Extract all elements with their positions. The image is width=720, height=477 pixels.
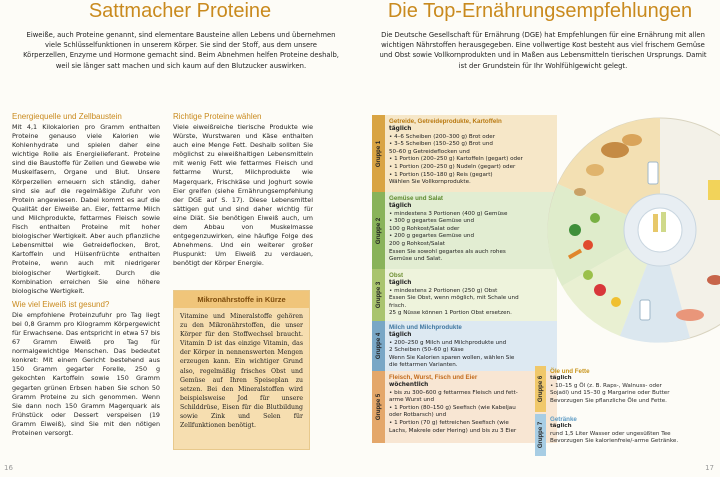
group-5-line: oder Rotbarsch) und [389, 412, 447, 419]
group-2-freq: täglich [389, 203, 412, 209]
group-6-line: Sojaöl) und 15–30 g Margarine oder Butter [550, 390, 670, 397]
group-5-line: arme Wurst und [389, 397, 435, 404]
group-3 [372, 269, 557, 321]
group-6 [535, 366, 715, 412]
group-1-line: • 1 Portion (200–250 g) Kartoffeln (gegart) oder [389, 156, 523, 163]
group-6-freq: täglich [550, 375, 572, 382]
box-text: Vitamine und Mineralstoffe gehören zu den Mikronährstoffen, die unser Körper für den Stoffwechsel braucht. Vitamin D ist das einzige Vitamin, das der Körper in nennenswerten Mengen erzeugen kann. Ein wichtiger Grund also, regelmäßig frisches Obst und Gemüse auf Ihren Speiseplan zu setzen. Bei den Mineralstoffen wird beispielsweise Jod für unsere Schilddrüse, Eisen für die Blutbildung sowie Zink und Selen für Zellfunktionen benötigt. [180, 313, 303, 430]
group-3-line: • mindestens 2 Portionen (250 g) Obst [389, 287, 498, 294]
group-2-line: 100 g Rohkost/Salat oder [389, 225, 460, 232]
right-page [360, 0, 720, 477]
group-7-title: Getränke [550, 416, 577, 423]
group-4-line: 2 Scheiben (50–60 g) Käse [389, 347, 464, 354]
column-2 [173, 112, 313, 273]
page-number-right: 17 [705, 464, 714, 472]
group-3-freq: täglich [389, 280, 412, 286]
group-2-title: Gemüse und Salat [389, 195, 443, 202]
group-3-tab: Gruppe 3 [375, 281, 382, 309]
group-5-freq: wöchentlich [389, 382, 429, 388]
group-7 [535, 414, 715, 456]
group-6-line: Bevorzugen Sie pflanzliche Öle und Fette. [550, 397, 667, 404]
group-5-line: • 1 Portion (80–150 g) Seefisch (wie Kabeljau [389, 404, 516, 411]
group-7-line: Bevorzugen Sie kalorienfreie/-arme Getränke. [550, 438, 679, 445]
group-2-line: Gemüse und Salat. [389, 256, 443, 263]
group-1-freq: täglich [389, 126, 412, 132]
text-energiequelle: Mit 4,1 Kilokalorien pro Gramm enthalten Proteine genauso viele Kalorien wie Kohlenhydrate und spielen daher eine wichtige Rolle als Energielieferant. Proteine sind die Baustoffe für Zellen und Gewebe wie Muskelfasern, Organe und Blut. Unsere Körperzellen erneuern sich ständig, daher sind sie auf die regelmäßige Zufuhr von Protein angewiesen. Dabei kommt es auf die Qualität der Eiweiße an. Eier, fettarme Milch und Milchprodukte, fettarmes Fleisch sowie Fisch enthalten Proteine mit hoher biologischer Wertigkeit. Aber auch pflanzliche Lebensmittel wie Getreideflocken, Brot, Kartoffeln und Hülsenfrüchte enthalten Proteine, wenn auch mit niedrigerer biologischer Wertigkeit. Durch die Kombination erreichen Sie eine höhere biologische Wertigkeit. [12, 123, 160, 295]
group-5-line: • bis zu 300–600 g fettarmes Fleisch und fett- [389, 389, 518, 396]
group-4-line: Wenn Sie Kalorien sparen wollen, wählen Sie [389, 354, 515, 361]
group-2-line: • 200 g gegartes Gemüse und [389, 233, 475, 240]
group-4-line: die fettarmen Varianten. [389, 362, 458, 369]
group-1-title: Getreide, Getreideprodukte, Kartoffeln [389, 118, 502, 125]
group-6-title: Öle und Fette [550, 368, 590, 375]
food-groups-list [372, 115, 557, 443]
group-1-line: • 4–6 Scheiben (200–300 g) Brot oder [389, 133, 495, 140]
column-1 [12, 112, 160, 442]
food-circle-icon [540, 110, 720, 370]
group-2 [372, 192, 557, 269]
page-title-left: Sattmacher Proteine [88, 0, 272, 22]
group-7-line: rund 1,5 Liter Wasser oder ungesüßten Tee [550, 430, 671, 437]
group-3-title: Obst [389, 272, 404, 279]
group-6-tab: Gruppe 6 [537, 375, 544, 403]
group-1-line: 50–60 g Getreideflocken und [389, 148, 470, 155]
group-2-line: 200 g Rohkost/Salat [389, 240, 445, 247]
group-7-freq: täglich [550, 423, 572, 430]
food-circle-illustration [540, 110, 720, 370]
group-1 [372, 115, 557, 192]
group-5-line: • 1 Portion (70 g) fettreichen Seefisch (wie [389, 419, 509, 426]
group-2-line: Essen Sie sowohl gegartes als auch rohes [389, 248, 506, 255]
group-5 [372, 371, 557, 443]
group-3-line: Essen Sie Obst, wenn möglich, mit Schale und [389, 295, 519, 302]
group-1-line: • 1 Portion (200–250 g) Nudeln (gegart) oder [389, 163, 516, 170]
text-richtige-proteine: Viele eiweißreiche tierische Produkte wie Würste, Wurstwaren und Käse enthalten auch eine Menge Fett. Deshalb sollten Sie möglichst zu eiweißhaltigen Lebensmitteln mit wenig Fett wie fettarmes Fleisch und fettarme Wurst, Milchprodukte wie Magerquark, Frischkäse und Joghurt sowie Eier greifen (siehe Ernährungsempfehlung der DGE auf S. 17). Diese Lebensmittel sättigen gut und sind daher wichtig für eine Diät. Sie benötigen Eiweiß auch, um dem Abbau von Muskelmasse entgegenzuwirken, eine häufige Folge des Abnehmens. Und ein weiterer großer Pluspunkt: Um Eiweiß zu verdauen, benötigt der Körper Energie. [173, 123, 313, 268]
group-4-freq: täglich [389, 332, 412, 338]
group-3-line: 25 g Nüsse können 1 Portion Obst ersetzen. [389, 310, 512, 317]
group-1-line: • 3–5 Scheiben (150–250 g) Brot und [389, 141, 493, 148]
heading-eiweiss-gesund: Wie viel Eiweiß ist gesund? [12, 299, 110, 309]
group-4 [372, 321, 557, 371]
intro-right: Die Deutsche Gesellschaft für Ernährung (DGE) hat Empfehlungen für eine Ernährung mit allen wichtigen Nährstoffen herausgegeben. Eine vollwertige Kost besteht aus viel frischem Gemüse und Obst sowie Vollkornprodukten und in Maßen aus Lebensmitteln tierischen Ursprungs. Damit ist der Grundstein für Ihr Wohlfühlgewicht gelegt. [379, 31, 707, 70]
group-1-line: • 1 Portion (150–180 g) Reis (gegart) [389, 171, 493, 178]
group-2-tab: Gruppe 2 [375, 217, 382, 244]
group-6-line: • 10–15 g Öl (z. B. Raps-, Walnuss- oder [550, 382, 662, 389]
intro-left: Eiweiße, auch Proteine genannt, sind elementare Bausteine allen Lebens und übernehmen viele Schlüsselfunktionen in unserem Körper. Sie sind der Stoff, aus dem unsere Körperzellen, Enzyme und Hormone gemacht sind. Beim Abnehmen helfen Proteine deshalb, weil sie länger satt machen und sich kaum auf den Blutzucker auswirken. [23, 31, 339, 70]
page-title-right: Die Top-Ernährungsempfehlungen [387, 0, 693, 22]
group-5-tab: Gruppe 5 [375, 393, 382, 421]
page-number-left: 16 [4, 464, 13, 472]
group-4-title: Milch und Milchprodukte [389, 324, 462, 331]
mikronaehrstoffe-box [173, 290, 310, 450]
group-2-line: • 300 g gegartes Gemüse und [389, 218, 475, 225]
group-7-tab: Gruppe 7 [537, 421, 544, 449]
text-eiweiss-gesund: Die empfohlene Proteinzufuhr pro Tag liegt bei 0,8 Gramm pro Kilogramm Körpergewicht für Erwachsene. Das entspricht in etwa 57 bis 67 Gramm Eiweiß pro Tag für normalgewichtige Menschen. Das bedeutet konkret: Mit einem Gericht bestehend aus 150 Gramm gegarter Forelle, 250 g gekochten Kartoffeln sowie 150 Gramm gegarten grünen Erbsen haben Sie schon 50 Gramm Proteine zu sich genommen. Wenn Sie dann noch 150 Gramm Magerquark als Frühstück oder Dessert verspeisen (19 Gramm Eiweiß), sind Sie mit den nötigen Proteinen versorgt. [12, 310, 160, 437]
group-2-line: • mindestens 3 Portionen (400 g) Gemüse [389, 210, 508, 217]
heading-richtige-proteine: Richtige Proteine wählen [173, 112, 262, 121]
group-5-title: Fleisch, Wurst, Fisch und Eier [389, 374, 478, 381]
group-5-line: Lachs, Makrele oder Hering) und bis zu 3 Eier [389, 427, 517, 434]
group-4-line: • 200–250 g Milch und Milchprodukte und [389, 339, 507, 346]
group-1-line: Wählen Sie Vollkornprodukte. [389, 179, 471, 186]
group-3-line: frisch. [389, 302, 407, 309]
group-4-tab: Gruppe 4 [375, 332, 382, 360]
box-title: Mikronährstoffe in Kürze [174, 291, 309, 308]
group-1-tab: Gruppe 1 [375, 140, 382, 167]
heading-energiequelle: Energiequelle und Zellbaustein [12, 112, 122, 121]
